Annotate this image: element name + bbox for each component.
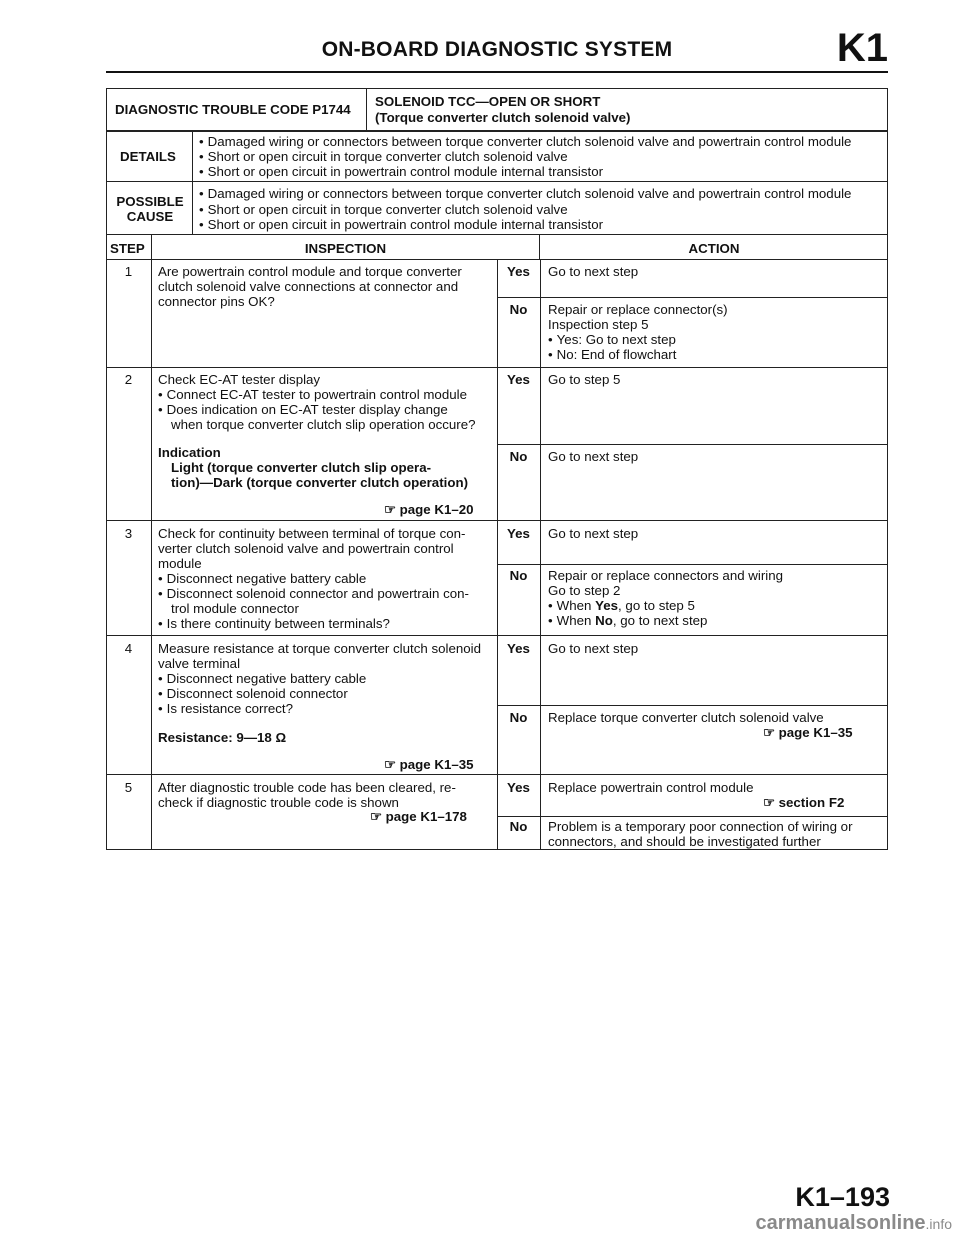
indication-text: tion)—Dark (torque converter clutch operation) <box>171 475 468 490</box>
details-label: DETAILS <box>120 149 176 164</box>
trouble-code-label: DIAGNOSTIC TROUBLE CODE P1744 <box>115 102 351 117</box>
inspection-text: clutch solenoid valve connections at connector and <box>158 279 459 294</box>
action-when-bold: Yes <box>595 598 619 613</box>
page-header <box>106 26 888 70</box>
page-reference <box>763 725 853 740</box>
inspection-text: check if diagnostic trouble code is shown <box>158 795 399 810</box>
step-number: 1 <box>124 264 133 279</box>
page-reference-text: section F2 <box>778 795 845 810</box>
inspection-text: • Disconnect negative battery cable <box>158 671 366 686</box>
possible-cause-label: CAUSE <box>126 209 174 224</box>
inspection-text: • Connect EC-AT tester to powertrain control module <box>158 387 467 402</box>
details-item: • Short or open circuit in powertrain control module internal transistor <box>199 164 603 179</box>
watermark-brand: carmanualsonline <box>755 1212 926 1234</box>
yes-label: Yes <box>507 372 530 387</box>
action-when: When <box>556 613 596 628</box>
inspection-text: • Disconnect solenoid connector and powertrain con- <box>158 586 469 601</box>
action-text: Inspection step 5 <box>548 317 649 332</box>
inspection-text: verter clutch solenoid valve and powertrain control <box>158 541 454 556</box>
page-title: ON-BOARD DIAGNOSTIC SYSTEM <box>321 38 673 61</box>
action-when-post: , go to next step <box>612 613 708 628</box>
no-label: No <box>509 449 528 464</box>
cause-item: • Short or open circuit in torque converter clutch solenoid valve <box>199 202 568 217</box>
page-reference-text: page K1–20 <box>399 502 474 517</box>
action-text: Go to step 5 <box>548 372 621 387</box>
yes-no-separator <box>497 705 888 706</box>
yes-no-separator <box>497 444 888 445</box>
action-text: Replace powertrain control module <box>548 780 754 795</box>
step-number: 3 <box>124 526 133 541</box>
details-divider <box>192 130 193 182</box>
page-reference <box>763 795 844 810</box>
action-text: Go to next step <box>548 526 639 541</box>
yes-label: Yes <box>507 780 530 795</box>
action-text: Go to step 2 <box>548 583 621 598</box>
inspection-text: After diagnostic trouble code has been cleared, re- <box>158 780 456 795</box>
page-reference <box>370 809 467 824</box>
action-text: Go to next step <box>548 264 639 279</box>
indication-text: Light (torque converter clutch slip opera- <box>171 460 432 475</box>
inspection-text: • Is there continuity between terminals? <box>158 616 390 631</box>
inspection-text: Are powertrain control module and torque converter <box>158 264 462 279</box>
page-reference <box>384 757 474 772</box>
code-box-divider <box>366 88 367 132</box>
action-text: • No: End of flowchart <box>548 347 676 362</box>
cause-divider <box>192 181 193 235</box>
resistance-spec: Resistance: 9—18 Ω <box>158 730 287 745</box>
page-reference-text: page K1–35 <box>778 725 853 740</box>
inspection-text: Check for continuity between terminal of torque con- <box>158 526 466 541</box>
inspection-text: • Is resistance correct? <box>158 701 293 716</box>
step-separator <box>106 367 888 368</box>
action-text: Go to next step <box>548 449 639 464</box>
action-when-post: , go to step 5 <box>618 598 695 613</box>
yes-label: Yes <box>507 526 530 541</box>
pointing-hand-icon: ☞ <box>763 725 779 740</box>
action-text: Go to next step <box>548 641 639 656</box>
action-text: • Yes: Go to next step <box>548 332 676 347</box>
action-text <box>548 613 707 628</box>
pointing-hand-icon: ☞ <box>763 795 779 810</box>
action-text <box>548 598 695 613</box>
action-when-bold: No <box>595 613 613 628</box>
pointing-hand-icon: ☞ <box>370 809 386 824</box>
inspection-text: Measure resistance at torque converter clutch solenoid <box>158 641 481 656</box>
inspection-text: module <box>158 556 202 571</box>
trouble-code-title: SOLENOID TCC—OPEN OR SHORT <box>375 94 601 109</box>
step-number: 2 <box>124 372 133 387</box>
yes-no-separator <box>497 564 888 565</box>
possible-cause-label: POSSIBLE <box>116 194 184 209</box>
inspection-text: • Disconnect negative battery cable <box>158 571 366 586</box>
page-reference <box>384 502 474 517</box>
no-label: No <box>509 819 528 834</box>
step-separator <box>106 774 888 775</box>
no-label: No <box>509 302 528 317</box>
yes-label: Yes <box>507 641 530 656</box>
col-step-header: STEP <box>110 241 145 256</box>
step-number: 4 <box>124 641 133 656</box>
action-when: When <box>556 598 596 613</box>
watermark-tld: .info <box>925 1216 952 1232</box>
page-reference-text: page K1–178 <box>385 809 467 824</box>
details-item: • Short or open circuit in torque converter clutch solenoid valve <box>199 149 568 164</box>
yesno-column-divider <box>497 259 498 850</box>
action-text: Repair or replace connector(s) <box>548 302 728 317</box>
step-column-divider <box>151 234 152 850</box>
step-separator <box>106 520 888 521</box>
yes-label: Yes <box>507 264 530 279</box>
action-text: Replace torque converter clutch solenoid valve <box>548 710 824 725</box>
step-separator <box>106 635 888 636</box>
col-inspection-header: INSPECTION <box>304 241 387 256</box>
inspection-text: • Disconnect solenoid connector <box>158 686 348 701</box>
header-rule <box>106 71 888 73</box>
inspection-text: when torque converter clutch slip operation occure? <box>171 417 476 432</box>
action-text: connectors, and should be investigated further <box>548 834 821 849</box>
watermark <box>755 1212 952 1235</box>
action-column-divider <box>540 259 541 850</box>
cause-item: • Short or open circuit in powertrain control module internal transistor <box>199 217 603 232</box>
page-reference-text: page K1–35 <box>399 757 474 772</box>
section-code: K1 <box>836 26 888 70</box>
action-text: Problem is a temporary poor connection of wiring or <box>548 819 853 834</box>
yes-no-separator <box>497 816 888 817</box>
no-label: No <box>509 710 528 725</box>
pointing-hand-icon: ☞ <box>384 757 400 772</box>
inspection-text: trol module connector <box>171 601 299 616</box>
inspection-text: connector pins OK? <box>158 294 275 309</box>
indication-label: Indication <box>158 445 221 460</box>
details-item: • Damaged wiring or connectors between torque converter clutch solenoid valve and powertrain control module <box>199 134 851 149</box>
page-number: K1–193 <box>795 1182 890 1212</box>
col-action-header: ACTION <box>688 241 740 256</box>
pointing-hand-icon: ☞ <box>384 502 400 517</box>
inspection-text: • Does indication on EC-AT tester display change <box>158 402 448 417</box>
cause-item: • Damaged wiring or connectors between torque converter clutch solenoid valve and powertrain control module <box>199 186 851 201</box>
action-text: Repair or replace connectors and wiring <box>548 568 784 583</box>
trouble-code-subtitle: (Torque converter clutch solenoid valve) <box>375 110 631 125</box>
inspection-text: Check EC-AT tester display <box>158 372 321 387</box>
step-number: 5 <box>124 780 133 795</box>
inspection-text: valve terminal <box>158 656 241 671</box>
no-label: No <box>509 568 528 583</box>
yes-no-separator <box>497 297 888 298</box>
